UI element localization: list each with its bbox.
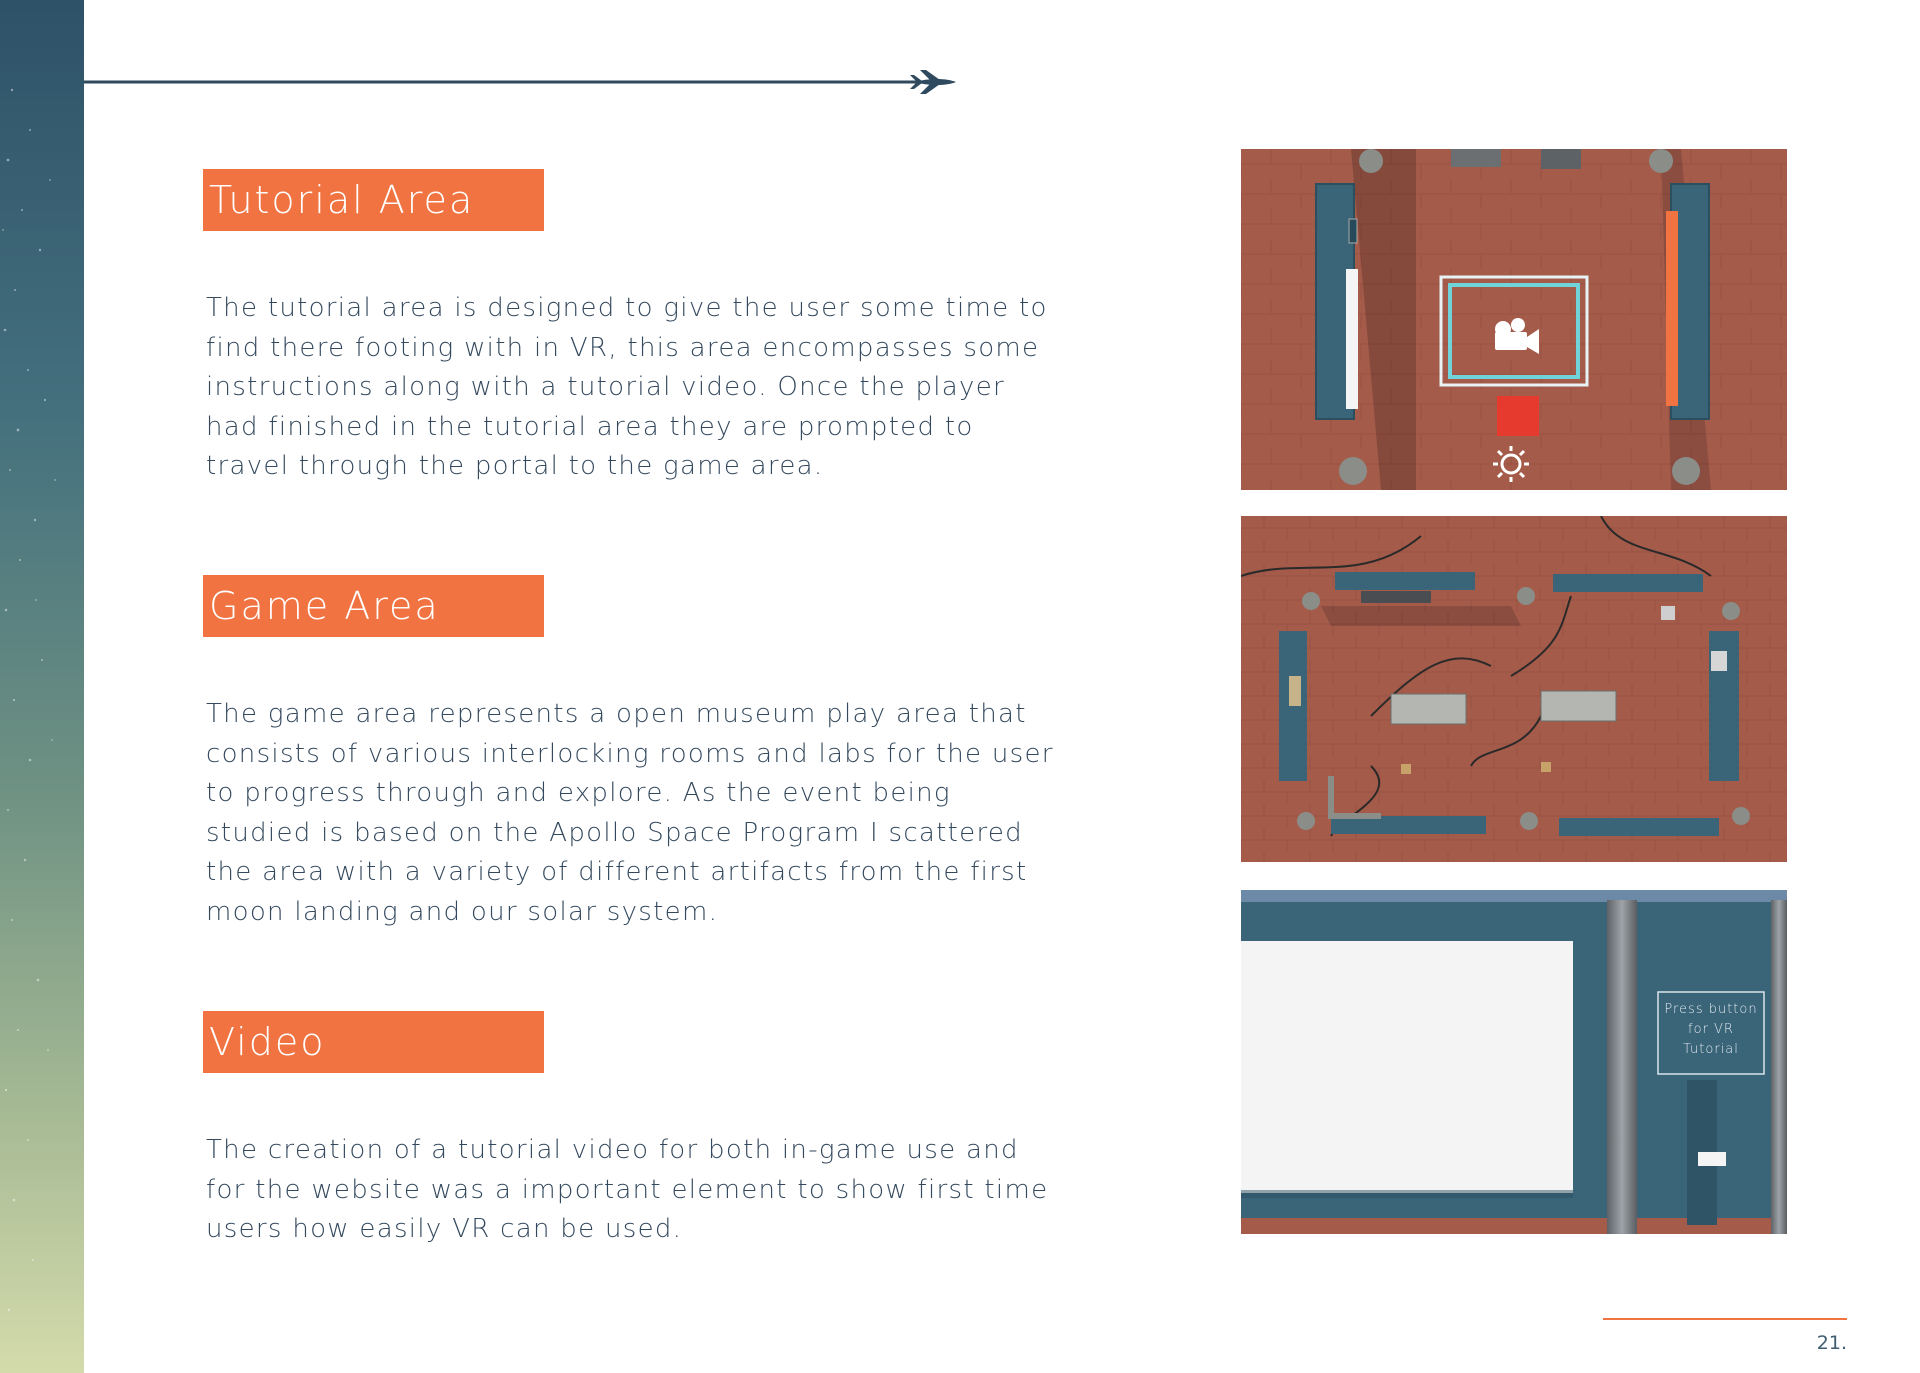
vr-tutorial-sign-text: Press button for VR Tutorial [1664,1002,1758,1057]
section-title-video: Video [203,1011,544,1073]
flight-path-divider [84,66,964,96]
game-area-screenshot [1241,516,1787,862]
section-body-video: The creation of a tutorial video for both in-game use and for the website was a important element to show first time users how easily VR can be used. [206,1135,1049,1244]
section-title-game-area: Game Area [203,575,544,637]
sidebar-speckles [0,0,84,1373]
page-number: 21. [1816,1332,1847,1354]
video-screen-screenshot [1241,890,1787,1234]
section-title-tutorial-area: Tutorial Area [203,169,544,231]
section-body-tutorial-area: The tutorial area is designed to give the user some time to find there footing with in VR, this area encompasses some instructions along with a tutorial video. Once the player had finished in the tutorial area they are prompted to travel through the portal to the game area. [206,293,1048,481]
section-body-game-area: The game area represents a open museum play area that consists of various interlocking rooms and labs for the user to progress through and explore. As the event being studied is based on the Apollo Space Program I scattered the area with a variety of different artifacts from the first moon landing and our solar system. [206,699,1054,927]
tutorial-area-screenshot [1241,149,1787,490]
airplane-icon [910,70,956,94]
decorative-sidebar [0,0,84,1373]
page-number-rule [1603,1318,1847,1320]
